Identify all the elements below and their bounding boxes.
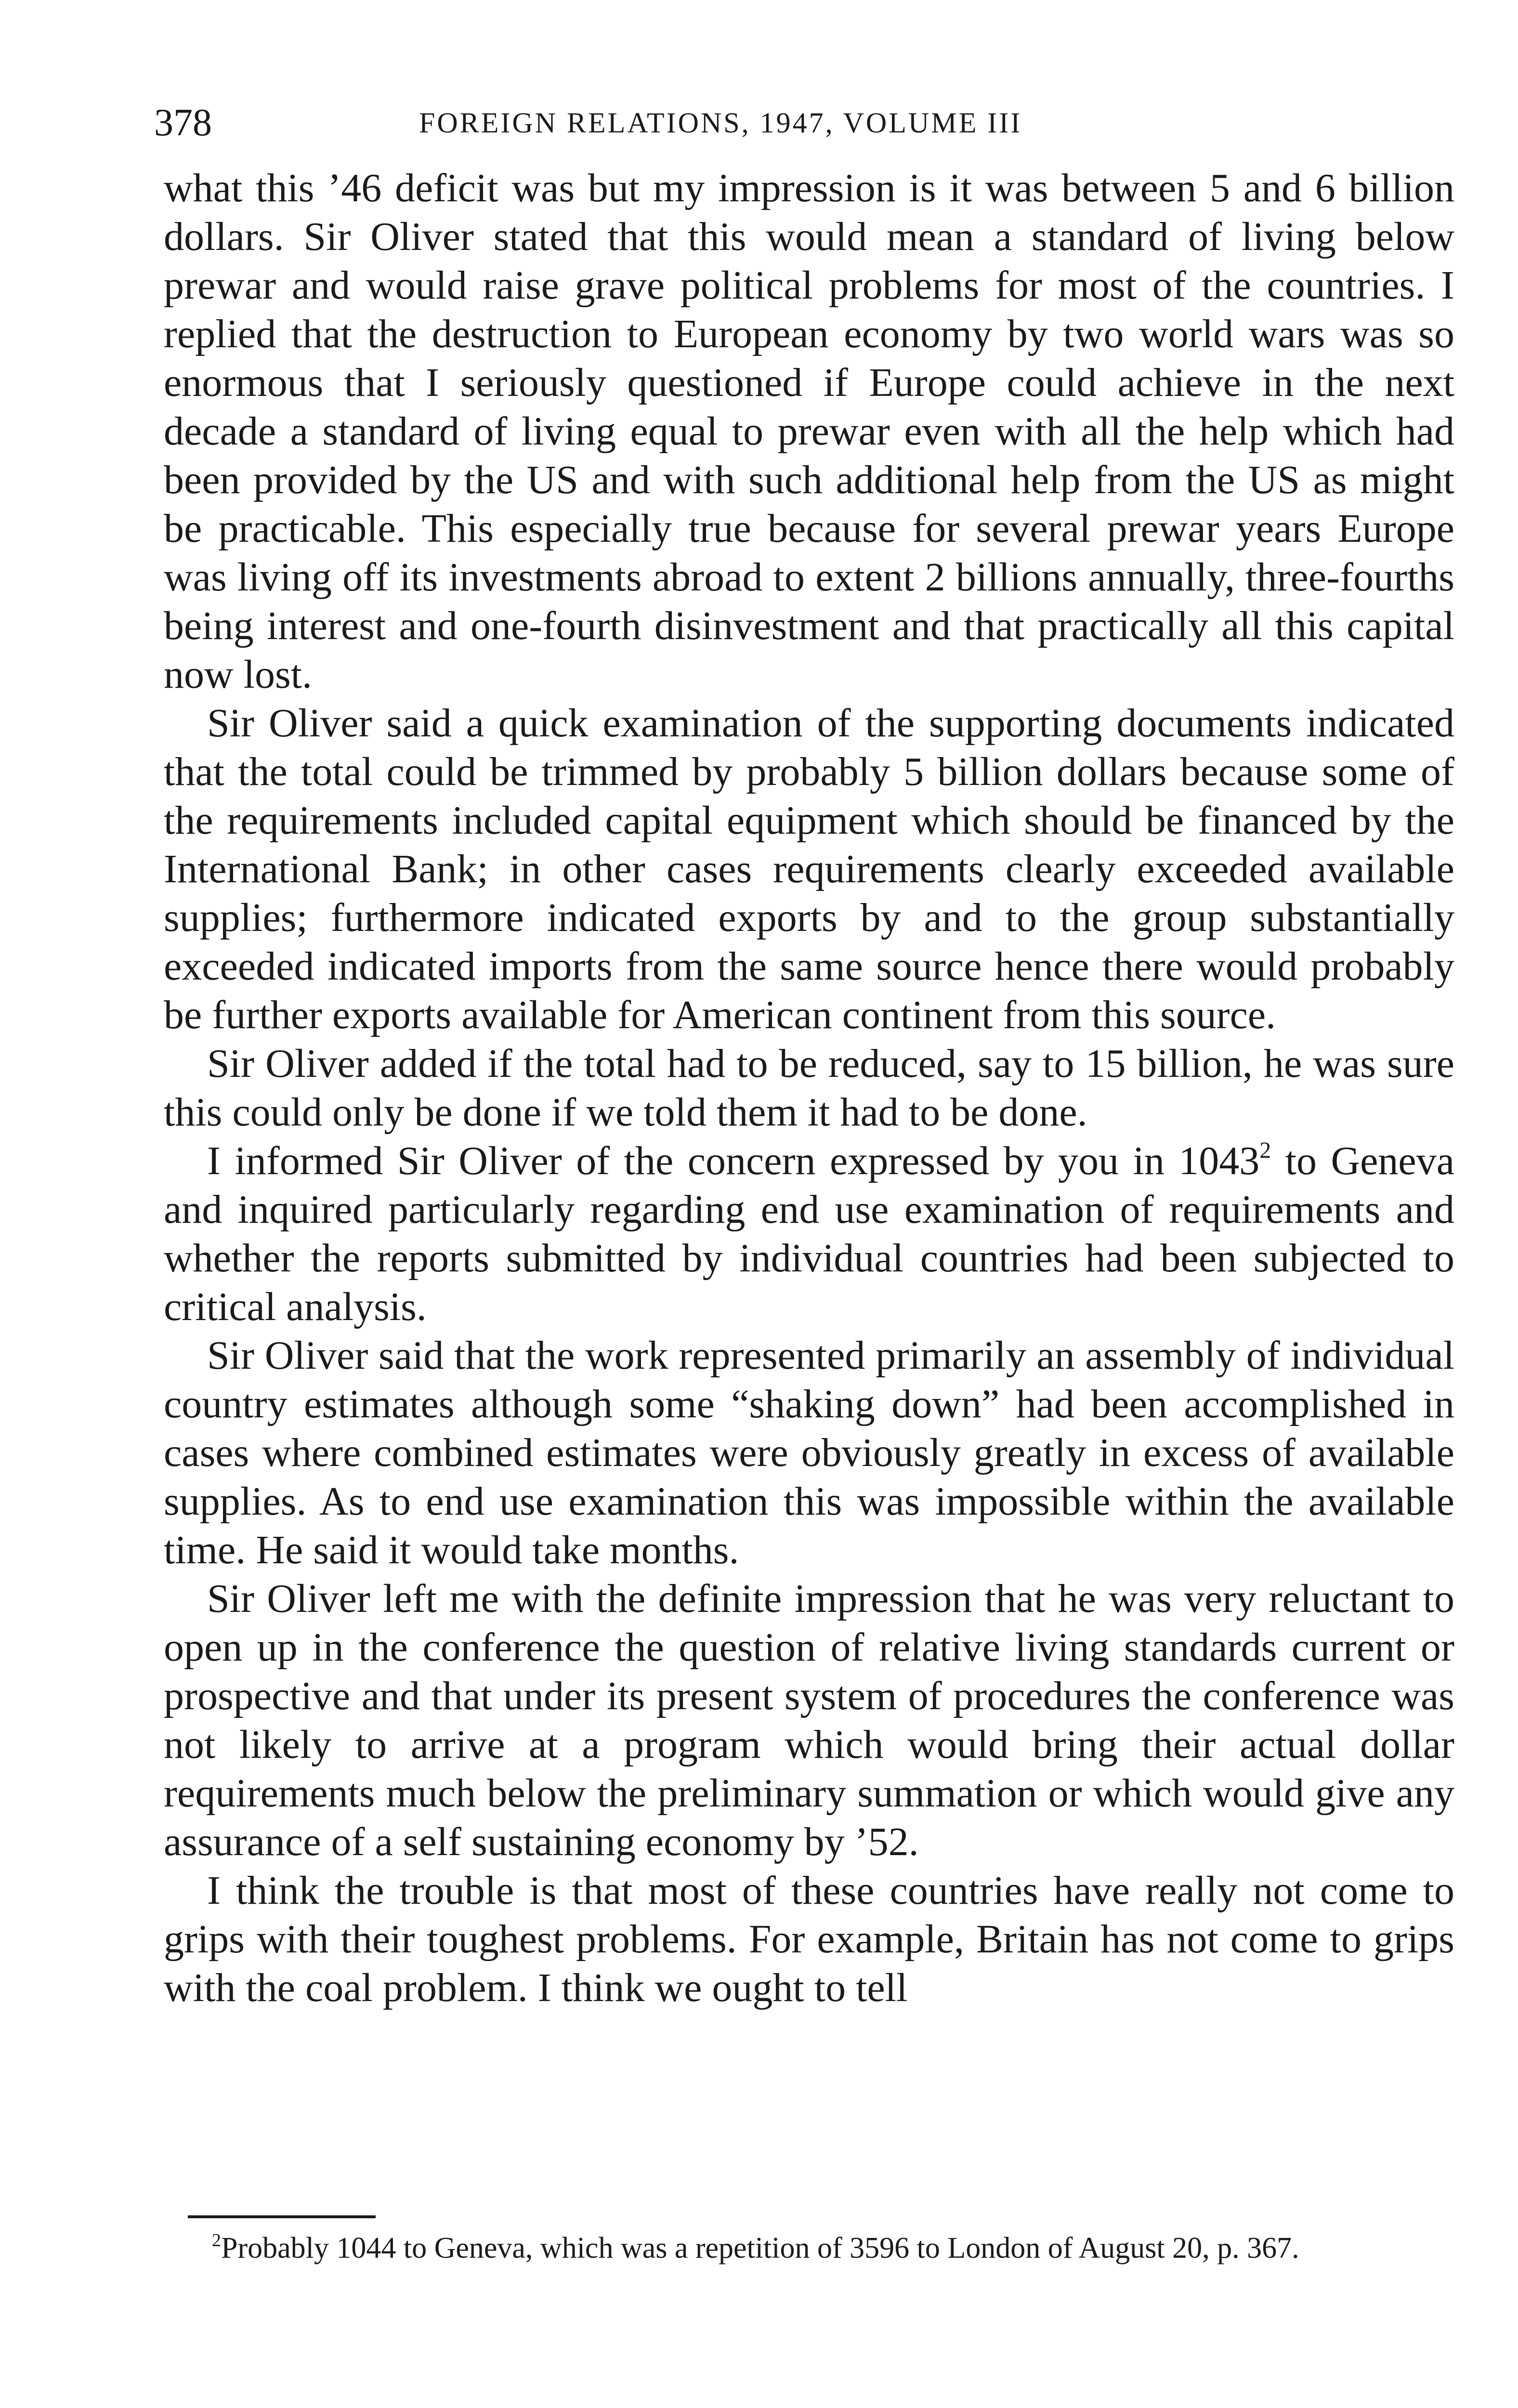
- footnote-reference-2: 2: [1259, 1138, 1271, 1163]
- footnote-marker: 2: [212, 2230, 221, 2251]
- page-header: [154, 92, 1464, 159]
- page-number: 378: [154, 102, 212, 144]
- paragraph-6: Sir Oliver left me with the definite impression that he was very reluctant to open up in the conference the question of relative living standards current or prospective and that under its present system of procedures the conference was not likely to arrive at a program which would bring their actual dollar requirements much below the preliminary summation or which would give any assurance of a self sustaining economy by ’52.: [164, 1576, 1454, 1864]
- paragraph-7: I think the trouble is that most of these countries have really not come to grips with their toughest problems. For example, Britain has not come to grips with the coal problem. I think we ought to tell: [164, 1868, 1454, 2010]
- paragraph-4: [164, 1137, 1454, 1331]
- running-head: FOREIGN RELATIONS, 1947, VOLUME III: [419, 107, 1022, 139]
- paragraph-2: Sir Oliver said a quick examination of the supporting documents indicated that the total could be trimmed by probably 5 billion dollars because some of the requirements included capital equipment which should be financed by the International Bank; in other cases requirements clearly exceeded available supplies; furthermore indicated exports by and to the group substantially exceeded indicated imports from the same source hence there would probably be further exports available for American continent from this source.: [164, 701, 1454, 1037]
- paragraph-1: what this ’46 deficit was but my impression is it was between 5 and 6 billion dollars. Sir Oliver stated that this would mean a standard of living below prewar and would raise grave political problems for most of the countries. I replied that the destruction to European economy by two world wars was so enormous that I seriously questioned if Europe could achieve in the next decade a standard of living equal to prewar even with all the help which had been provided by the US and with such additional help from the US as might be practicable. This especially true because for several prewar years Europe was living off its investments abroad to extent 2 billions annually, three-fourths being interest and one-fourth disinvestment and that practically all this capital now lost.: [164, 166, 1454, 697]
- footnotes: [183, 2227, 1454, 2269]
- paragraph-3: Sir Oliver added if the total had to be reduced, say to 15 billion, he was sure this could only be done if we told them it had to be done.: [164, 1041, 1454, 1135]
- body-text: [164, 164, 1454, 2012]
- paragraph-4-text-after: to Geneva and inquired particularly regarding end use examination of requirements and whether the reports submitted by individual countries had been subjected to critical analysis.: [164, 1139, 1454, 1329]
- footnote-2: [183, 2227, 1454, 2269]
- paragraph-4-text-before: I informed Sir Oliver of the concern expressed by you in 1043: [207, 1139, 1260, 1183]
- footnote-text: Probably 1044 to Geneva, which was a repetition of 3596 to London of August 20, p. 367.: [221, 2232, 1299, 2264]
- paragraph-5: Sir Oliver said that the work represented primarily an assembly of individual country estimates although some “shaking down” had been accomplished in cases where combined estimates were obviously greatly in excess of available supplies. As to end use examination this was impossible within the available time. He said it would take months.: [164, 1333, 1454, 1572]
- footnote-divider: [188, 2215, 376, 2218]
